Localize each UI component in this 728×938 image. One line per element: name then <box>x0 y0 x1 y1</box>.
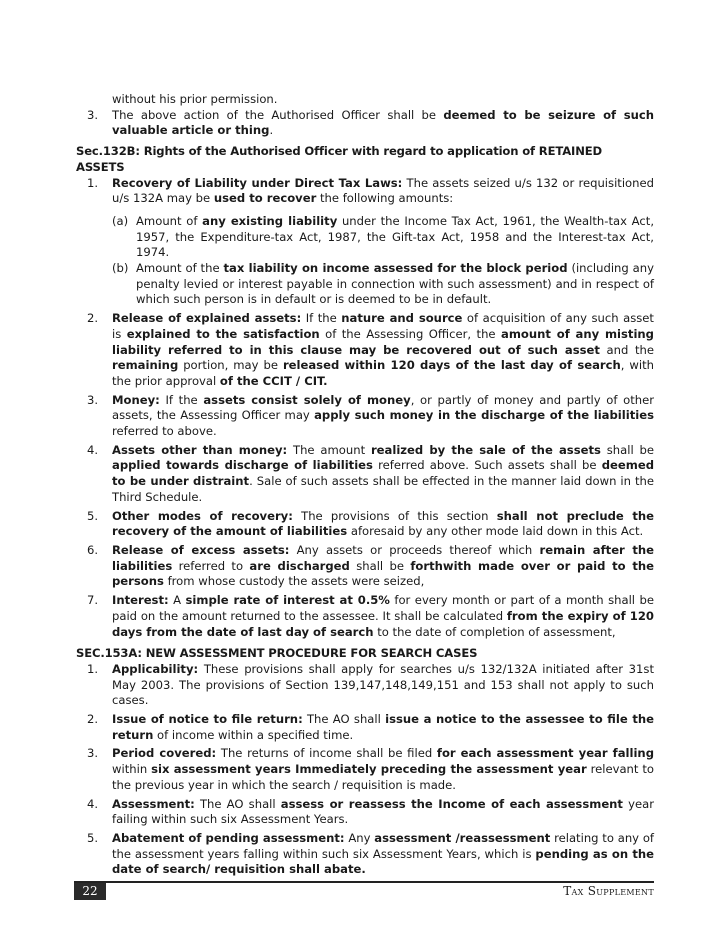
list-item: 2. Issue of notice to file return: The AO shall issue a notice to the assessee to file the return of income within a specified time. <box>87 712 654 742</box>
list-item: 5. Abatement of pending assessment: Any assessment /reassessment relating to any of the assessment years falling within such six Assessment Years, which is pending as on the date of search/ requisition shall abate. <box>87 830 655 877</box>
footer-title: Tax Supplement <box>563 884 654 898</box>
page-number: 22 <box>74 883 106 900</box>
document-body <box>76 92 654 878</box>
section-heading-153a: SEC.153A: NEW ASSESSMENT PROCEDURE FOR SEARCH CASES <box>76 646 478 661</box>
sub-item: (b) Amount of the tax liability on income assessed for the block period (including any penalty levied or interest payable in connection with such assessment) and in respect of which such person is in default or is deemed to be in default. <box>112 261 654 307</box>
list-item: 1. Recovery of Liability under Direct Tax Laws: The assets seized u/s 132 or requisitioned u/s 132A may be used to recover the following amounts: <box>87 175 654 206</box>
list-item: 7. Interest: A simple rate of interest at 0.5% for every month or part of a month shall be paid on the amount returned to the assessee. It shall be calculated from the expiry of 120 days from the date of last day of search to the date of completion of assessment, <box>87 593 654 639</box>
list-item: 3. Period covered: The returns of income shall be filed for each assessment year falling within six assessment years Immediately preceding the assessment year relevant to the previous year in which the search / requisition is made. <box>87 746 654 792</box>
footer-divider <box>74 881 654 883</box>
list-item: 6. Release of excess assets: Any assets or proceeds thereof which remain after the liabilities referred to are discharged shall be forthwith made over or paid to the persons from whose custody the assets were seized, <box>87 542 655 589</box>
list-item: 3. Money: If the assets consist solely of money, or partly of money and partly of other assets, the Assessing Officer may apply such money in the discharge of the liabilities referred to above. <box>87 392 654 439</box>
list-item: 5. Other modes of recovery: The provisions of this section shall not preclude the recovery of the amount of liabilities aforesaid by any other mode laid down in this Act. <box>87 508 654 539</box>
list-item: 2. Release of explained assets: If the nature and source of acquisition of any such asset is explained to the satisfaction of the Assessing Officer, the amount of any misting liability referred to in this clause may be recovered out of such asset and the remaining portion, may be released within 120 days of the last day of search, with the prior approval of the CCIT / CIT. <box>87 311 655 388</box>
list-item: 4. Assessment: The AO shall assess or reassess the Income of each assessment year failing within such six Assessment Years. <box>87 796 654 827</box>
sub-item: (a) Amount of any existing liability under the Income Tax Act, 1961, the Wealth-tax Act, 1957, the Expenditure-tax Act, 1987, the Gift-tax Act, 1958 and the Interest-tax Act, 1974. <box>112 213 654 260</box>
list-item: 1. Applicability: These provisions shall apply for searches u/s 132/132A initiated after 31st May 2003. The provisions of Section 139,147,148,149,151 and 153 shall not apply to such cases. <box>87 661 654 708</box>
list-item: 3. The above action of the Authorised Officer shall be deemed to be seizure of such valuable article or thing. <box>87 107 654 138</box>
continued-text: without his prior permission. <box>112 92 278 106</box>
section-heading-132b: Sec.132B: Rights of the Authorised Officer with regard to application of RETAINED ASSETS <box>76 144 602 174</box>
list-item: 4. Assets other than money: The amount realized by the sale of the assets shall be applied towards discharge of liabilities referred above. Such assets shall be deemed to be under distraint. Sale of such assets shall be effected in the manner laid down in the Third Schedule. <box>87 442 654 504</box>
